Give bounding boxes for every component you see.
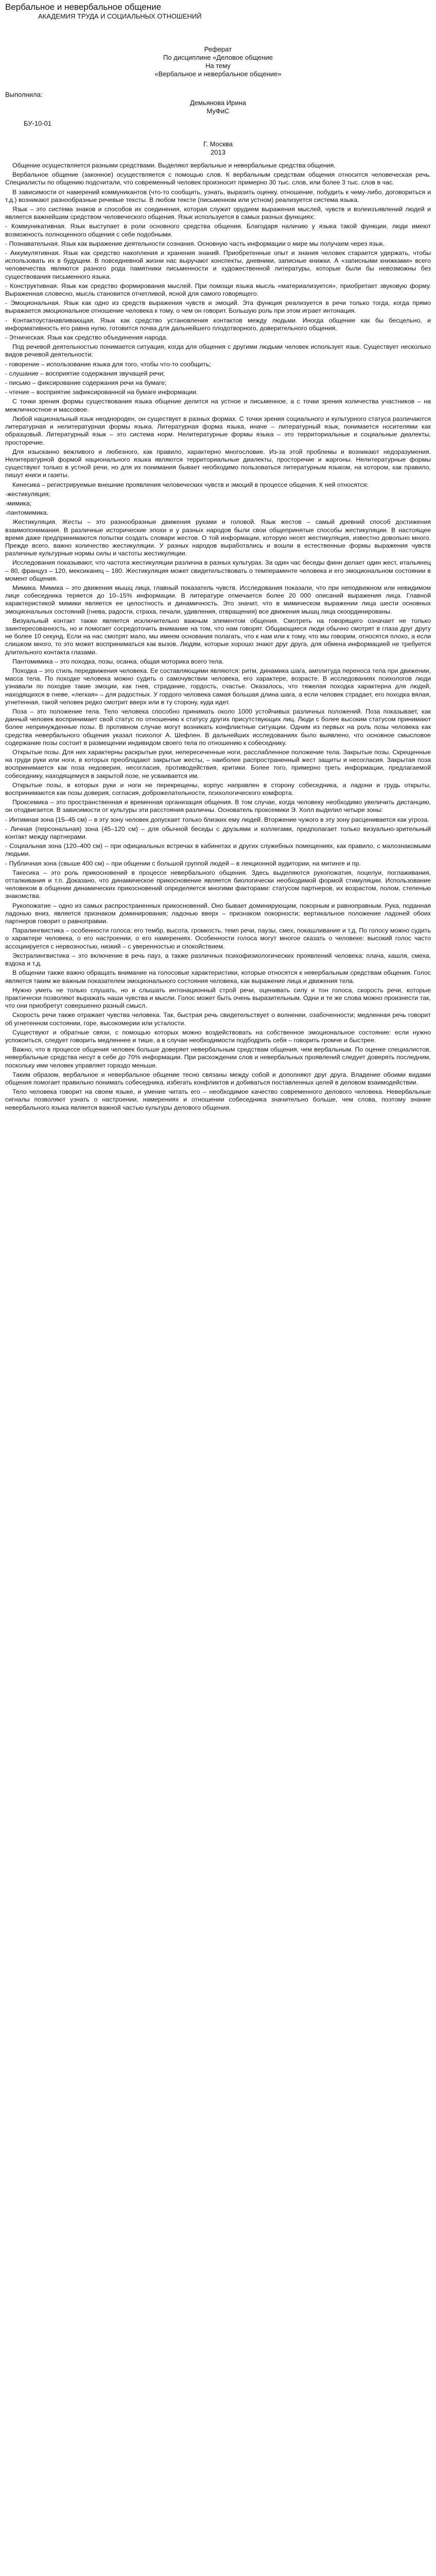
paragraph: -пантомимика. — [5, 509, 48, 517]
paragraph: Любой национальный язык неоднороден, он существует в разных формах. С точки зрения социального и культурного статуса различаются литературная и нелитературная формы языка. Литературная форма языка, иначе – литературный язык, понимается носителями как образцовый. Литературный язык – это система норм. Нелитературные формы языка – это территориальные и социальные диалекты, просторечие. — [5, 415, 431, 446]
paragraph: - Контактоустанавливающая. Язык как средство установления контактов между людьми. Иногда общение как бы бесцельно, и информативность его равна нулю, готовится почва для дальнейшего плодотворного, доверительного общения. — [5, 316, 431, 332]
paragraph: -жестикуляция; — [5, 490, 50, 498]
paragraph: Нужно уметь не только слушать, но и слышать интонационный строй речи, оценивать силу и тон голоса, скорость речи, которые практически позволяют выражать наши чувства и мысли. Голос может быть очень выразительным. Одни и те же слова можно произнести так, что они приобретут совершенно разный смысл. — [5, 986, 431, 1010]
paragraph: - Познавательная. Язык как выражение деятельности сознания. Основную часть информации о мире мы получаем через язык. — [5, 240, 385, 247]
paragraph: Экстралингвистика – это включение в речь пауз, а также различных психофизиологических проявлений человека: плача, кашля, смеха, вздоха и т.д. — [5, 952, 431, 968]
paragraph: - слушание – восприятие содержания звучащей речи; — [5, 369, 165, 377]
institution-name: АКАДЕМИЯ ТРУДА И СОЦИАЛЬНЫХ ОТНОШЕНИЙ — [38, 12, 202, 20]
author-label: Выполнила: — [5, 91, 43, 98]
paragraph: Исследования показывают, что частота жестикуляции различна в разных культурах. За один час беседы финн делает один жест, итальянец – 80, француз – 120, мексиканец – 180. Жестикуляция может свидетельствовать о темпераменте человека и его эмоциональном состоянии в момент общения. — [5, 559, 431, 582]
doc-type: Реферат — [204, 45, 232, 53]
paragraph: - чтение – восприятие зафиксированной на бумаге информации. — [5, 388, 198, 396]
paragraph: Для изысканно вежливого и любезного, как правило, характерно многословие. Из-за этой проблемы и возникают недоразумения. Нелитературной формой национального языка являются территориальные диалекты, просторечие и жаргоны. Нелитературные формы существуют только в устной речи, но для их понимания бывает необходимо пользоваться литературным языком, на котором, как правило, пишут книги и газеты. — [5, 448, 431, 479]
paragraph: Визуальный контакт также является исключительно важным элементом общения. Смотреть на говорящего означает не только заинтересованность, но и помогает сосредоточить внимание на том, что нам говорят. Общающиеся люди обычно смотрят в глаза друг другу не более 10 секунд. Если на нас смотрят мало, мы имеем основания полагать, что к нам или к тому, что мы говорим, относятся плохо, а если слишком много, то это может восприниматься как вызов. Людям, которые хорошо знают друг друга, для обмена информацией не требуется длительного контакта глазами. — [5, 617, 431, 656]
paragraph: - Аккумулятивная. Язык как средство накопления и хранения знаний. Приобретенные опыт и знания человек старается удержать, чтобы использовать их в будущем. В повседневной жизни нас выручают конспекты, дневники, записные книжки. А «записными книжками» всего человечества являются разного рода памятники письменности и художественной литературы, которые были бы невозможны без существования письменного языка. — [5, 249, 431, 280]
document-title: Вербальное и невербальное общение — [5, 2, 162, 12]
paragraph: Проксемика – это пространственная и временная организация общения. В том случае, когда человеку необходимо увеличить дистанцию, он отодвигается. В зависимости от культуры эти расстояния различны. Основатель проксемики Э. Холл выделил четыре зоны: — [5, 799, 431, 814]
paragraph: - Личная (персональная) зона (45–120 см) – для обычной беседы с друзьями и коллегами, предполагает только визуально-зрительный контакт между партнерами. — [5, 825, 431, 841]
paragraph: - Эмоциональная. Язык как одно из средств выражения чувств и эмоций. Эта функция реализуется в речи только тогда, когда прямо выражается эмоциональное отношение человека к тому, о чем он говорит. Большую роль при этом играет интонация. — [5, 299, 431, 315]
paragraph: Такесика – это роль прикосновений в процессе невербального общения. Здесь выделяются рукопожатия, поцелуи, поглаживания, отталкивания и т.п. Доказано, что динамическое прикосновение является биологически необходимой формой стимуляции. Использование человеком в общении динамических прикосновений определяется многими факторами: статусом партнеров, их возрастом, полом, степенью знакомства. — [5, 869, 431, 900]
paragraph: - Коммуникативная. Язык выступает в роли основного средства общения. Благодаря наличию у языка такой функции, люди имеют возможность полноценного общения с себе подобными. — [5, 223, 431, 238]
paragraph: Мимика. Мимика – это движения мышц лица, главный показатель чувств. Исследования показали, что при неподвижном или невидимом лице собеседника теряется до 10–15% информации. В литературе отмечается более 20 000 описаний выражения лица. Главной характеристикой мимики является ее целостность и динамичность. Это значит, что в мимическом выражении лица шести основных эмоциональных состояний (гнева, радости, страха, печали, удивления, отвращения) все движения мышц лица скоординированы. — [5, 584, 431, 615]
paragraph: Важно, что в процессе общения человек больше доверяет невербальным средствам общения, чем вербальным. По оценке специалистов, невербальные средства несут в себе до 70% информации. При расхождении слов и невербальных проявлений следует доверять последним, поскольку ими человек управляет гораздо меньше. — [5, 1046, 431, 1069]
author-block — [5, 91, 431, 128]
paragraph: Пантомимика – это походка, позы, осанка, общая моторика всего тела. — [12, 657, 224, 665]
document-page — [0, 0, 436, 1112]
year: 2013 — [211, 148, 225, 156]
body-text — [5, 162, 431, 1112]
paragraph: В общении также важно обращать внимание на голосовые характеристики, которые относятся к невербальным средствам общения. Голос является таким же важным показателем эмоционального состояния человека, как выражение лица и движения тела. — [5, 969, 431, 985]
paragraph: Рукопожатие – одно из самых распространенных прикосновений. Оно бывает доминирующим, покорным и равноправным. Рука, поданная ладонью вниз, является признаком доминирования; ладонью вверх – признаком покорности; вертикальное положение ладоней обоих партнеров говорит о равноправии. — [5, 902, 431, 925]
group-code: БУ-10-01 — [24, 120, 52, 127]
topic-label: На тему — [205, 62, 231, 70]
city: Г. Москва — [203, 140, 233, 148]
paragraph: - говорение – использование языка для того, чтобы что-то сообщить; — [5, 360, 211, 368]
topic: «Вербальное и невербальное общение» — [154, 70, 282, 78]
paragraph: - Интимная зона (15–45 см) – в эту зону человек допускает только близких ему людей. Вторжение чужого в эту зону расценивается как угроза. — [5, 816, 429, 823]
paragraph: Походка – это стиль передвижения человека. Ее составляющими являются: ритм, динамика шага, амплитуда переноса тела при движении, масса тела. По походке человека можно судить о самочувствии человека, его характере, возрасте. В исследованиях психологов люди узнавали по походке такие эмоции, как гнев, страдание, гордость, счастье. Оказалось, что тяжелая походка характерна для людей, находящихся в гневе, «легкая» – для радостных. У гордого человека самая большая длина шага, а если человек страдает, его походка вялая, угнетенная, такой человек редко смотрит вверх или в ту сторону, куда идет. — [5, 667, 431, 706]
author-name: Демьянова Ирина — [189, 99, 247, 107]
paragraph: Открытые позы, в которых руки и ноги не перекрещены, корпус направлен в сторону собеседника, а ладони и грудь открыты, воспринимаются как позы доверия, согласия, доброжелательности, психологического комфорта. — [5, 781, 431, 797]
paragraph: Язык – это система знаков и способов их соединения, которая служит орудием выражения мыслей, чувств и волеизъявлений людей и является важнейшим средством человеческого общения. Язык используется в самых разных функциях: — [5, 206, 431, 221]
author-faculty: МуФиС — [206, 107, 230, 115]
paragraph: Жестикуляция. Жесты – это разнообразные движения руками и головой. Язык жестов – самый древний способ достижения взаимопонимания. В различные исторические эпохи и у разных народов были свои общепринятые способы жестикуляции. В настоящее время даже предпринимаются попытки создать словари жестов. О той информации, которую несет жестикуляция, известно довольно много. Прежде всего, важно количество жестикуляции. У разных народов выработались и вошли в естественные формы выражения чувств различные культурные нормы силы и частоты жестикуляции. — [5, 518, 431, 557]
paragraph: Под речевой деятельностью понимается ситуация, когда для общения с другими людьми человек использует язык. Существует несколько видов речевой деятельности: — [5, 343, 431, 359]
paragraph: - Конструктивная. Язык как средство формирования мыслей. При помощи языка мысль «материализуется», приобретает звуковую форму. Выраженная словесно, мысль становится отчетливой, ясной для самого говорящего. — [5, 282, 431, 298]
paragraph: Общение осуществляется разными средствами. Выделяют вербальные и невербальные средства общения. — [12, 162, 336, 169]
cover-block — [5, 45, 431, 78]
paragraph: В зависимости от намерений коммуникантов (что-то сообщить, узнать, выразить оценку, отношение, побудить к чему-либо, договориться и т.д.) возникают разнообразные речевые тексты. В любом тексте (письменном или устном) реализуется система языка. — [5, 188, 431, 204]
paragraph: - Социальная зона (120–400 см) – при официальных встречах в кабинетах и других служебных помещениях, как правило, с малознакомыми людьми. — [5, 842, 431, 858]
paragraph: -мимика; — [5, 499, 32, 507]
paragraph: Скорость речи также отражает чувства человека. Так, быстрая речь свидетельствует о волнении, озабоченности; медленная речь говорит об угнетенном состоянии, горе, высокомерии или усталости. — [5, 1011, 431, 1027]
paragraph: Таким образом, вербальное и невербальное общение тесно связаны между собой и дополняют друг друга. Владение обоими видами общения помогает правильно понимать собеседника, избегать конфликтов и добиваться поставленных целей в деловом взаимодействии. — [5, 1071, 431, 1086]
paragraph: Существуют и обратные связи, с помощью которых можно воздействовать на собственное эмоциональное состояние: если нужно успокоиться, следует говорить медленнее и тише, а в случае необходимости подбодрить себя – говорить громче и быстрее. — [5, 1028, 431, 1044]
paragraph: Кинесика – регистрируемые внешние проявления человеческих чувств и эмоций в процессе общения. К ней относятся: — [12, 481, 369, 488]
paragraph: Открытые позы. Для них характерны раскрытые руки, непересеченные ноги, расслабленное положение тела. Закрытые позы. Скрещенные на груди руки или ноги, в которых преобладают закрытые жесты, – наиболее распространенный жест защиты и несогласия. Закрытая поза воспринимается как поза недоверия, несогласия, противодействия, критики. Более того, примерно треть информации, предлагаемой собеседнику, находящемуся в закрытой позе, не усваивается им. — [5, 749, 431, 779]
paragraph: Тело человека говорит на своем языке, и умение читать его – необходимое качество современного делового человека. Невербальные сигналы позволяют узнать о настроении, намерениях и отношении собеседника значительно больше, чем слова, поэтому знание невербального языка является важной частью культуры делового общения. — [5, 1088, 431, 1111]
paragraph: Вербальное общение (законное) осуществляется с помощью слов. К вербальным средствам общения относится человеческая речь. Специалисты по общению подсчитали, что современный человек произносит примерно 30 тыс. слов, или более 3 тыс. слов в час. — [5, 171, 431, 187]
paragraph: Поза – это положение тела. Тело человека способно принимать около 1000 устойчивых различных положений. Поза показывает, как данный человек воспринимает свой статус по отношению к статусу других присутствующих лиц. Люди с более высоким статусом принимают более непринужденные позы. В противном случае могут возникать конфликтные ситуации. Одним из первых на роль позы человека как средства невербального общения указал психолог А. Шефлен. В дальнейших исследованиях было выявлено, что основное смысловое содержание позы состоит в размещении индивидом своего тела по отношению к собеседнику. — [5, 708, 431, 747]
paragraph: - Этническая. Язык как средство объединения народа. — [5, 334, 168, 342]
paragraph: - Публичная зона (свыше 400 см) – при общении с большой группой людей – в лекционной аудитории, на митинге и пр. — [5, 859, 361, 867]
discipline: По дисциплине «Деловое общение — [163, 54, 273, 61]
paragraph: С точки зрения формы существования языка общение делится на устное и письменное, а с точки зрения количества участников – на межличностное и массовое. — [5, 398, 431, 413]
paragraph: - письмо – фиксирование содержания речи на бумаге; — [5, 379, 167, 387]
paragraph: Паралингвистика – особенности голоса: его тембр, высота, громкость, темп речи, паузы, смех, покашливание и т.д. По голосу можно судить о характере человека, о его настроении, о его намерениях. Особенности голоса могут многое сказать о человеке: высокий голос часто ассоциируется с нервозностью, низкий – с уверенностью и спокойствием. — [5, 927, 431, 950]
